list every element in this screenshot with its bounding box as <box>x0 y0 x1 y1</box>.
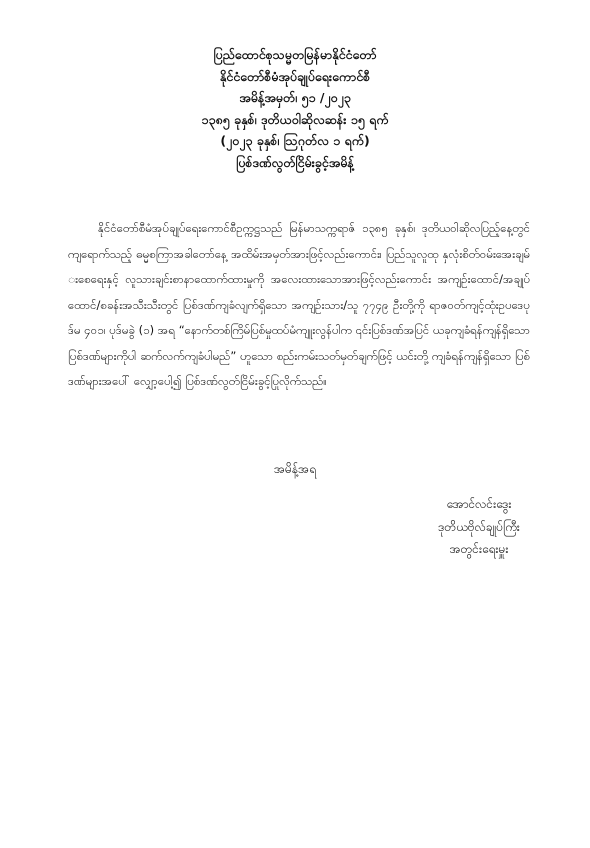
date-myanmar: ၁၃၈၅ ခုနှစ်၊ ဒုတိယဝါဆိုလဆန်း ၁၅ ရက် <box>201 111 389 127</box>
signatory-title: ဒုတိယဗိုလ်ချုပ်ကြီး <box>438 519 520 534</box>
order-subject: ပြစ်ဒဏ်လွတ်ငြိမ်းခွင့်အမိန့် <box>236 154 354 170</box>
signatory-position: အတွင်းရေးမှူး <box>449 542 509 556</box>
signatory-name: အောင်လင်းဒွေး <box>446 497 512 511</box>
order-number: အမိန့်အမှတ်၊ ၅၁ /၂၀၂၃ <box>239 90 351 105</box>
country-name: ပြည်ထောင်စုသမ္မတမြန်မာနိုင်ငံတော် <box>213 47 377 62</box>
council-name: နိုင်ငံတော်စီမံအုပ်ချုပ်ရေးကောင်စီ <box>219 68 371 84</box>
signature-block <box>404 493 554 561</box>
order-body-paragraph: နိုင်ငံတော်စီမံအုပ်ချုပ်ရေးကောင်စီဥက္ကဋ္ဌသည် မြန်မာသက္ကရာဇ် ၁၃၈၅ ခုနှစ်၊ ဒုတိယဝါဆိုလပြည့်နေ့တွင် ကျရောက်သည့် ဓမ္မစကြာအခါတော်နေ့ အထိမ်းအမှတ်အားဖြင့်လည်းကောင်း၊ ပြည်သူလူထု နှလုံးစိတ်ဝမ်းအေးချမ်းစေရေးနှင့် လူသားချင်းစာနာထောက်ထားမှုကို အလေးထားသောအားဖြင့်လည်းကောင်း အကျဉ်းထောင်/အချုပ်ထောင်/စခန်းအသီးသီးတွင် ပြစ်ဒဏ်ကျခံလျက်ရှိသော အကျဉ်းသား/သူ ၇၇၄၉ ဦးတို့ကို ရာဇဝတ်ကျင့်ထုံးဥပဒေပုဒ်မ ၄၀၁၊ ပုဒ်မခွဲ (၁) အရ “နောက်တစ်ကြိမ်ပြစ်မှုထပ်မံကျူးလွန်ပါက ၎င်းပြစ်ဒဏ်အပြင် ယခုကျခံရန်ကျန်ရှိသော ပြစ်ဒဏ်များကိုပါ ဆက်လက်ကျခံပါမည်” ဟူသော စည်းကမ်းသတ်မှတ်ချက်ဖြင့် ယင်းတို့ ကျခံရန်ကျန်ရှိသော ပြစ်ဒဏ်များအပေါ် လျှော့ပေါ့၍ ပြစ်ဒဏ်လွတ်ငြိမ်းခွင့်ပြုလိုက်သည်။ <box>68 221 530 388</box>
date-gregorian: (၂၀၂၃ ခုနှစ်၊ ဩဂုတ်လ ၁ ရက်) <box>220 133 370 148</box>
by-order-line: အမိန့်အရ <box>274 462 316 476</box>
document-header <box>0 44 590 173</box>
